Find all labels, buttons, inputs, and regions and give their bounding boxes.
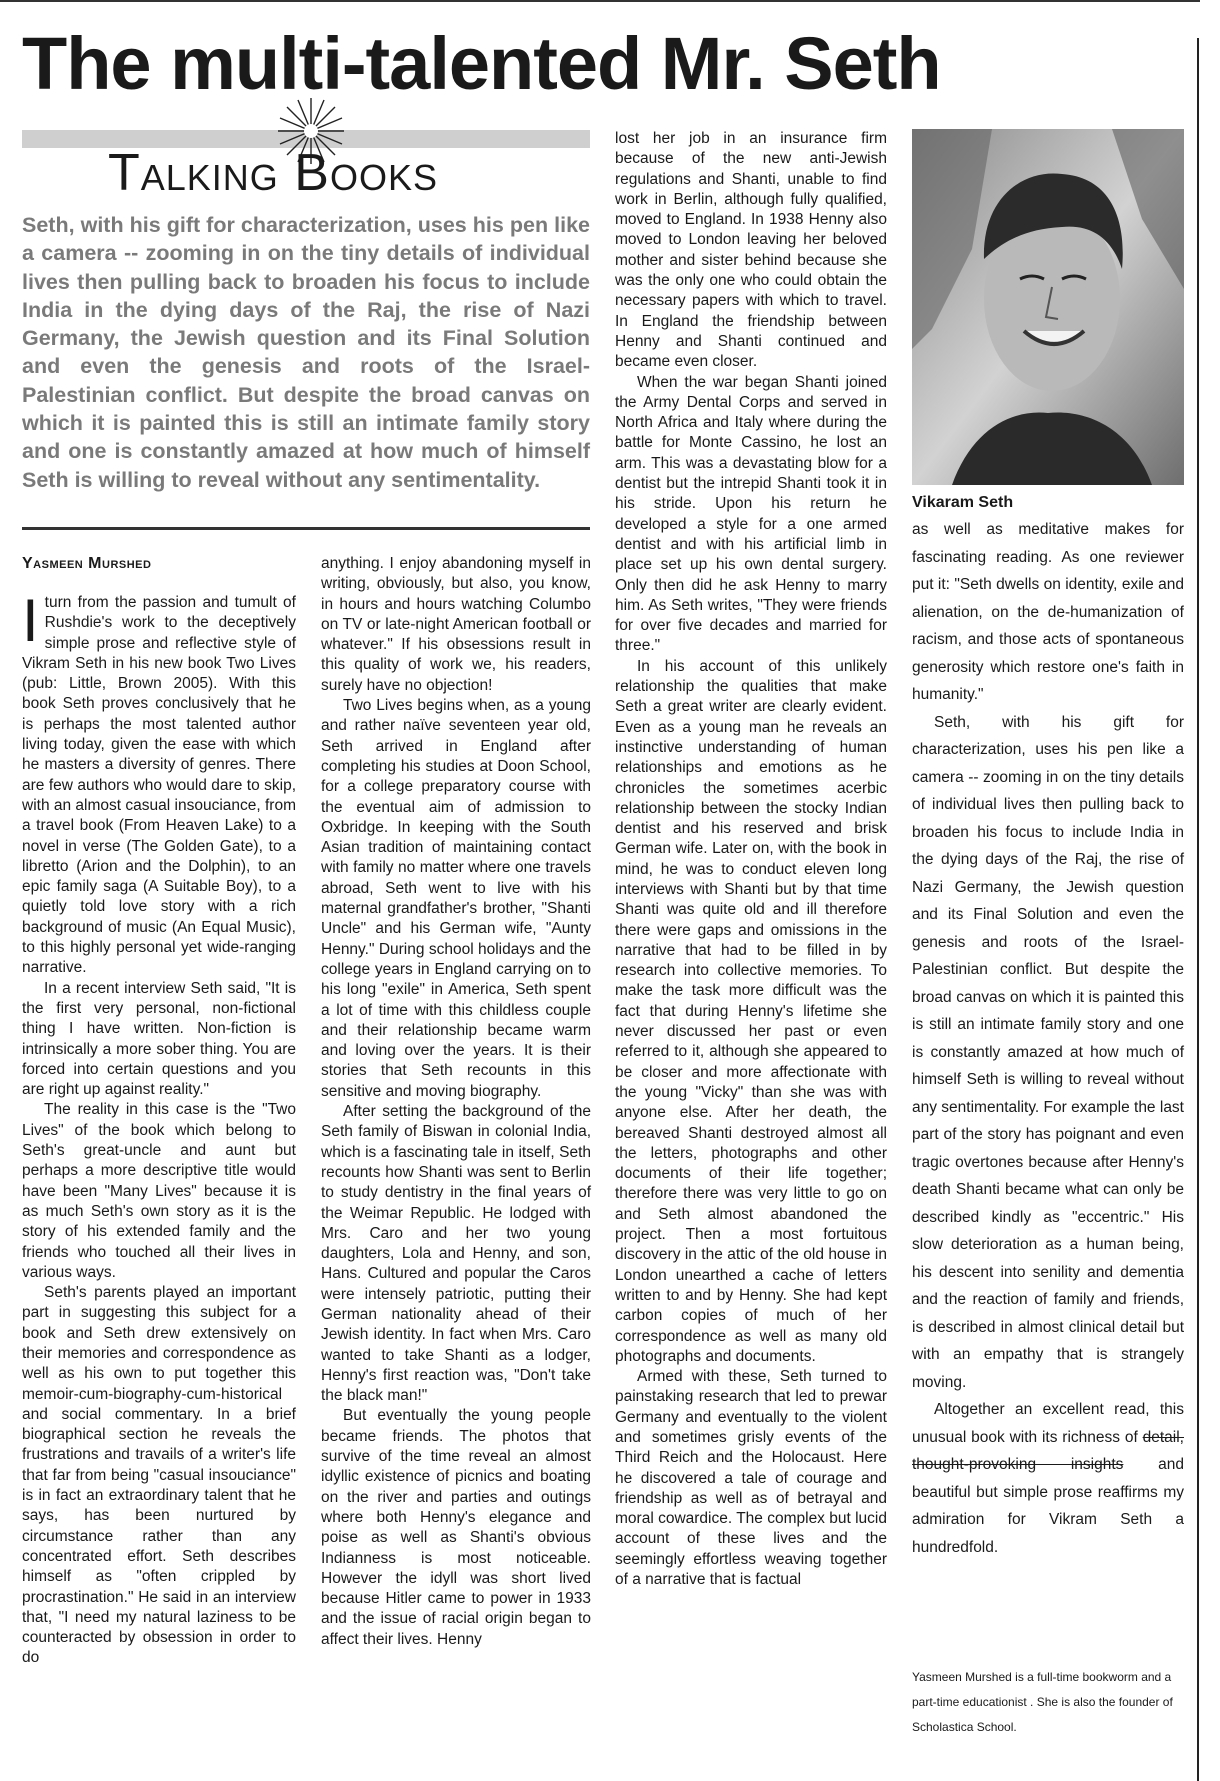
- paragraph: Two Lives begins when, as a young and rather naïve seventeen year old, Seth arrived in England after completing his studies at Doon School, for a college preparatory course with the eventual aim of admission to Oxbridge. In keeping with the South Asian tradition of maintaining contact with family no matter where one travels abroad, Seth went to live with his maternal grandfather's brother, "Shanti Uncle" and his German wife, "Aunty Henny." During school holidays and the college years in England carrying on to his long "exile" in America, Seth spent a lot of time with this childless couple and their relationship became warm and loving over the years. It is their stories that Seth recounts in this sensitive and moving biography.: [321, 697, 591, 1100]
- right-column-rule: [1197, 38, 1199, 1781]
- article-column-4: [912, 516, 1184, 1561]
- paragraph: lost her job in an insurance firm because of the new anti-Jewish regulations and Shanti, unable to find work in Berlin, although fully qualified, moved to England. In 1938 Henny also moved to London leaving her beloved mother and sister behind because she was the only one who could obtain the necessary papers with which to travel. In England the friendship between Henny and Shanti continued and became even closer.: [615, 130, 887, 371]
- article-column-1: [22, 587, 296, 1669]
- drop-cap: I: [22, 587, 39, 654]
- paragraph: The reality in this case is the "Two Lives" of the book which belong to Seth's great-uncle and aunt but perhaps a more descriptive title would have been "Many Lives" because it is as much Seth's own story as it is the story of his extended family and the friends who touched all their lives in various ways.: [22, 1101, 296, 1281]
- headline: The multi-talented Mr. Seth: [22, 22, 941, 105]
- paragraph: Seth's parents played an important part in suggesting this subject for a book and Seth drew extensively on their memories and correspondence as well as his own to put together this memoir-cum-biography-cum-historical and social commentary. In a brief biographical section he reveals the frustrations and travails of a writer's life that far from being "casual insouciance" is in fact an extraordinary talent that he says, has been nurtured by circumstance rather than any concentrated effort. Seth describes himself as "often crippled by procrastination." He said in an interview that, "I need my natural laziness to be counteracted by obsession in order to do: [22, 1284, 296, 1667]
- author-photo: [912, 129, 1184, 485]
- closing-paragraph: Altogether an excellent read, this unusual book with its richness of detail, thought-provoking insights and beautiful but simple prose reaffirms my admiration for Vikram Seth a hundredfold.: [912, 1401, 1184, 1556]
- article-column-2: [321, 554, 591, 1650]
- paragraph: turn from the passion and tumult of Rushdie's work to the deceptively simple prose and reflective style of Vikram Seth in his new book Two Lives (pub: Little, Brown 2005). With this book Seth proves conclusively that he is perhaps the most talented author living today, given the ease with which he masters a diversity of genres. There are few authors who would dare to skip, with an almost casual insouciance, from a travel book (From Heaven Lake) to a novel in verse (The Golden Gate), to a libretto (Arion and the Dolphin), to an epic family saga (A Suitable Boy), to a quietly told love story with a rich background of music (An Equal Music), to this highly personal yet wide-ranging narrative.: [22, 594, 296, 977]
- paragraph: In a recent interview Seth said, "It is the first very personal, non-fictional thing I have written. Non-fiction is intrinsically a more sober thing. You are forced into certain questions and you are right up against reality.": [22, 979, 296, 1099]
- struck-text: detail, thought-provoking insights: [912, 1428, 1184, 1473]
- paragraph: But eventually the young people became friends. The photos that survive of the time reveal an almost idyllic existence of picnics and boating on the river and parties and outings where both Henny's elegance and poise as well as Shanti's obvious Indianness is most noticeable. However the idyll was short lived because Hitler came to power in 1933 and the issue of racial origin began to affect their lives. Henny: [321, 1407, 591, 1648]
- lead-divider: [22, 527, 590, 530]
- article-column-3: [615, 129, 887, 1590]
- paragraph: When the war began Shanti joined the Army Dental Corps and served in North Africa and Italy where during the battle for Monte Cassino, he lost an arm. This was a devastating blow for a dentist but the intrepid Shanti took it in his stride. Upon his return he developed a style for a one armed dentist and with his artificial limb in place set up his own dental surgery. Only then did he ask Henny to marry him. As Seth writes, "They were friends for over five decades and married for three.": [615, 373, 887, 655]
- paragraph: Seth, with his gift for characterization, uses his pen like a camera -- zooming in on the tiny details of individual lives then pulling back to broaden his focus to include India in the dying days of the Raj, the rise of Nazi Germany, the Jewish question and its Final Solution and even the genesis and roots of the Israel-Palestinian conflict. But despite the broad canvas on which it is painted this is still an intimate family story and one is constantly amazed at how much of himself Seth is willing to reveal without any sentimentality. For example the last part of the story has poignant and even tragic overtones because after Henny's death Shanti became what can only be described kindly as "eccentric." His slow deterioration as a human being, his descent into senility and dementia and the reaction of family and friends, is described in almost clinical detail but with an empathy that is strangely moving.: [912, 713, 1184, 1391]
- paragraph: anything. I enjoy abandoning myself in writing, obviously, but also, you know, in hours and hours watching Columbo on TV or late-night American football or whatever." If his obsessions result in this quality of work we, his readers, surely have no objection!: [321, 555, 591, 694]
- top-rule: [0, 0, 1200, 2]
- paragraph: After setting the background of the Seth family of Biswan in colonial India, which is a fascinating tale in itself, Seth recounts how Shanti was sent to Berlin to study dentistry in the final years of the Weimar Republic. He lodged with Mrs. Caro and her two young daughters, Lola and Henny, and son, Hans. Cultured and popular the Caros were intensely patriotic, putting their German nationality ahead of their Jewish identity. In fact when Mrs. Caro wanted to take Shanti as a lodger, Henny's first reaction was, "Don't take the black man!": [321, 1103, 591, 1405]
- section-label: Talking Books: [108, 144, 438, 202]
- lead-paragraph: Seth, with his gift for characterization, uses his pen like a camera -- zooming in on the tiny details of individual lives then pulling back to broaden his focus to include India in the dying days of the Raj, the rise of Nazi Germany, the Jewish question and its Final Solution and even the genesis and roots of the Israel-Palestinian conflict. But despite the broad canvas on which it is painted this is still an intimate family story and one is constantly amazed at how much of himself Seth is willing to reveal without any sentimentality.: [22, 213, 590, 492]
- author-byline: Yasmeen Murshed: [22, 555, 152, 572]
- paragraph: as well as meditative makes for fascinating reading. As one reviewer put it: "Seth dwells on identity, exile and alienation, on the de-humanization of racism, and those acts of spontaneous generosity which restore one's faith in humanity.": [912, 521, 1184, 703]
- author-bio: Yasmeen Murshed is a full-time bookworm and a part-time educationist . She is also the founder of Scholastica School.: [912, 1670, 1173, 1734]
- paragraph: In his account of this unlikely relationship the qualities that make Seth a great writer are clearly evident. Even as a young man he reveals an instinctive understanding of human relationships and emotions as he chronicles the sometimes acerbic relationship between the stocky Indian dentist and his reserved and brisk German wife. Later on, with the book in mind, he was to conduct eleven long interviews with Shanti but by that time Shanti was quite old and ill therefore there were gaps and omissions in the narrative that had to be filled in by research into collective memories. To make the task more difficult was the fact that during Henny's lifetime she never discussed her past or even referred to it, although she appeared to be closer and more affectionate with the young "Vicky" than she was with anyone else. After her death, the bereaved Shanti destroyed almost all the letters, photographs and other documents of their life together; therefore there was very little to go on and Seth almost abandoned the project. Then a most fortuitous discovery in the attic of the old house in London unearthed a cache of letters written to and by Henny. She had kept carbon copies of much of her correspondence as well as many old photographs and documents.: [615, 657, 887, 1365]
- photo-caption: Vikaram Seth: [912, 494, 1014, 511]
- paragraph: Armed with these, Seth turned to painstaking research that led to prewar Germany and eventually to the violent and sometimes grisly events of the Third Reich and the Holocaust. Here he discovered a tale of courage and friendship as well as of betrayal and moral cowardice. The complex but lucid account of these lives and the seemingly effortless weaving together of a narrative that is factual: [615, 1368, 887, 1589]
